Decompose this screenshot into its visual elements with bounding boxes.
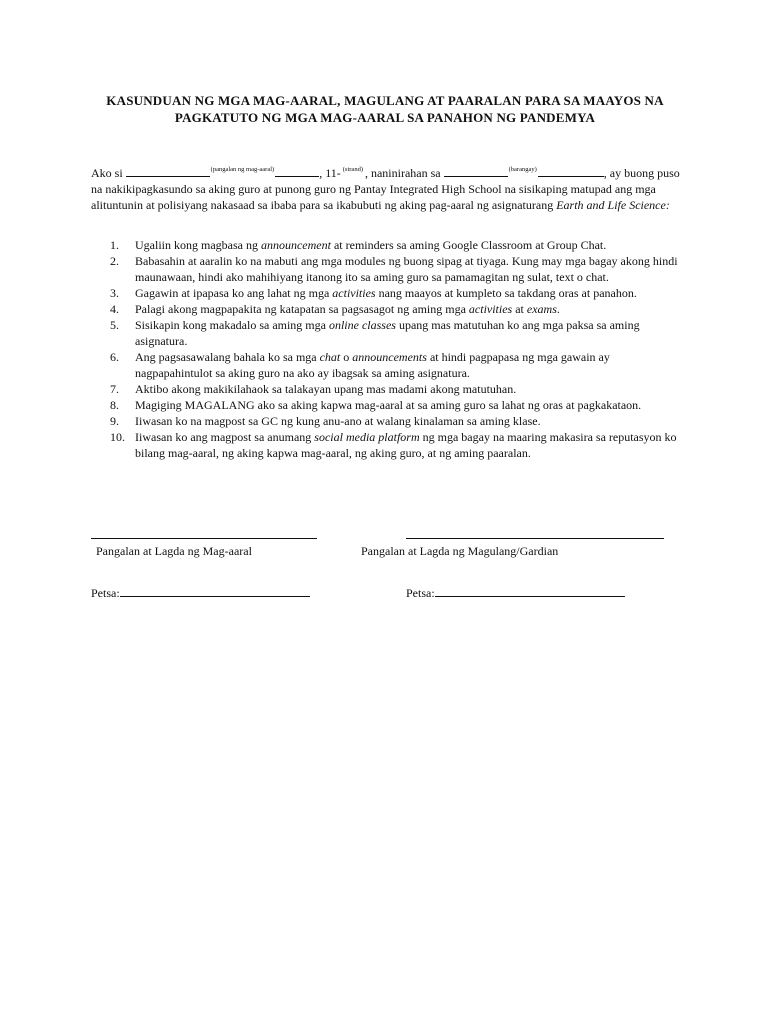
- student-signature-line[interactable]: [91, 538, 317, 539]
- document-title: [90, 92, 680, 126]
- rule-text: Gagawin at ipapasa ko ang lahat ng mga: [135, 286, 333, 300]
- rule-text: nang maayos at kumpleto sa takdang oras at panahon.: [375, 286, 637, 300]
- rule-number: 1 .: [110, 237, 130, 253]
- strand-hint: (strand): [342, 166, 363, 173]
- rule-text: Aktibo akong makikilahaok sa talakayan upang mas madami akong matutuhan.: [135, 382, 517, 396]
- rule-text: Ugaliin kong magbasa ng: [135, 238, 261, 252]
- rule-item: [110, 301, 680, 317]
- subject-name: Earth and Life Science:: [556, 198, 670, 212]
- student-date-label: Petsa:: [91, 586, 120, 600]
- ay-buong-puso-text: , ay buong puso: [603, 166, 680, 180]
- title-line-2: PAGKATUTO NG MGA MAG-AARAL SA PANAHON NG PANDEMYA: [174, 110, 596, 125]
- rule-item: [110, 429, 680, 461]
- rule-number: 8 .: [110, 397, 130, 413]
- barangay-hint: (barangay): [508, 166, 537, 173]
- student-signature-label: Pangalan at Lagda ng Mag-aaral: [96, 544, 252, 558]
- parent-date-blank[interactable]: [435, 585, 625, 597]
- rule-number: 3 .: [110, 285, 130, 301]
- rule-text: Ang pagsasawalang bahala ko sa mga: [135, 350, 320, 364]
- parent-signature-label: Pangalan at Lagda ng Magulang/Gardian: [361, 544, 559, 558]
- rule-text: at reminders sa aming Google Classroom at Group Chat.: [330, 238, 607, 252]
- rule-text: upang mas matutuhan ko ang mga paksa sa aming asignatura.: [135, 318, 640, 348]
- rule-number: 9 .: [110, 413, 130, 429]
- intro-paragraph: [91, 162, 681, 213]
- name-hint: (pangalan ng mag-aaral): [210, 166, 275, 173]
- rule-item: [110, 349, 680, 381]
- title-line-1: KASUNDUAN NG MGA MAG-AARAL, MAGULANG AT PAARALAN PARA SA MAAYOS NA: [106, 93, 664, 108]
- rule-text: Magiging MAGALANG ako sa aking kapwa mag-aaral at sa aming guro sa lahat ng oras at pagkakataon.: [135, 398, 642, 412]
- rule-number: 10 .: [110, 429, 130, 445]
- student-name-blank[interactable]: [126, 165, 210, 177]
- rule-emphasis: announcements: [352, 350, 427, 364]
- barangay-blank[interactable]: [444, 165, 508, 177]
- rule-number: 5 .: [110, 317, 130, 333]
- student-name-blank-2[interactable]: [275, 165, 319, 177]
- naninirahan-text: , naninirahan sa: [364, 166, 441, 180]
- rule-text: o: [340, 350, 353, 364]
- parent-date-label: Petsa:: [406, 586, 435, 600]
- rule-number: 6 .: [110, 349, 130, 365]
- rule-item: [110, 237, 680, 253]
- rule-text: Sisikapin kong makadalo sa aming mga: [135, 318, 329, 332]
- rule-text: Iiwasan ko ang magpost sa anumang: [135, 430, 315, 444]
- student-date-blank[interactable]: [120, 585, 310, 597]
- rule-emphasis: social media platform: [314, 430, 420, 444]
- rule-text: at hindi pagpapasa ng mga gawain ay nagpapahintulot sa aking guro na ako ay ibagsak sa aming asignatura.: [135, 350, 610, 380]
- parent-signature-line[interactable]: [406, 538, 664, 539]
- rule-text: Babasahin at aaralin ko na mabuti ang mga modules ng buong sipag at tiyaga. Kung may mga bagay akong hindi maunawaan, hindi ako mahihiyang itanong ito sa aming guro sa pamamagitan ng sulat, text o chat.: [135, 254, 678, 284]
- rule-item: [110, 397, 680, 413]
- rule-text: .: [556, 302, 560, 316]
- rule-number: 4 .: [110, 301, 130, 317]
- ako-si-text: Ako si: [91, 166, 123, 180]
- rule-item: [110, 317, 680, 349]
- student-date-field: [91, 585, 310, 601]
- rule-item: [110, 381, 680, 397]
- rule-number: 2 .: [110, 253, 130, 269]
- rule-text: Iiwasan ko na magpost sa GC ng kung anu-ano at walang kinalaman sa aming klase.: [135, 414, 541, 428]
- rule-item: [110, 285, 680, 301]
- rule-emphasis: chat: [319, 350, 341, 364]
- rule-emphasis: activities: [468, 302, 513, 316]
- rule-emphasis: activities: [332, 286, 376, 300]
- rule-emphasis: exams: [526, 302, 557, 316]
- rule-item: [110, 413, 680, 429]
- barangay-blank-2[interactable]: [538, 165, 604, 177]
- rule-number: 7 .: [110, 381, 130, 397]
- rule-emphasis: online classes: [328, 318, 396, 332]
- intro-body: na nakikipagkasundo sa aking guro at punong guro ng Pantay Integrated High School na sisikaping matupad ang mga alituntunin at polisiyang nakasaad sa ibaba para sa ikabubuti ng aking pag-aaral ng asignaturang: [91, 182, 656, 212]
- rule-item: [110, 253, 680, 285]
- rule-emphasis: announcement: [260, 238, 331, 252]
- rules-list: [110, 237, 680, 461]
- grade-prefix: , 11-: [319, 166, 341, 180]
- parent-date-field: [406, 585, 625, 601]
- rule-text: at: [512, 302, 527, 316]
- rule-text: ng mga bagay na maaring makasira sa reputasyon ko bilang mag-aaral, ng aking kapwa mag-aaral, ng aking guro, at ng aming paaralan.: [135, 430, 677, 460]
- rule-text: Palagi akong magpapakita ng katapatan sa pagsasagot ng aming mga: [135, 302, 469, 316]
